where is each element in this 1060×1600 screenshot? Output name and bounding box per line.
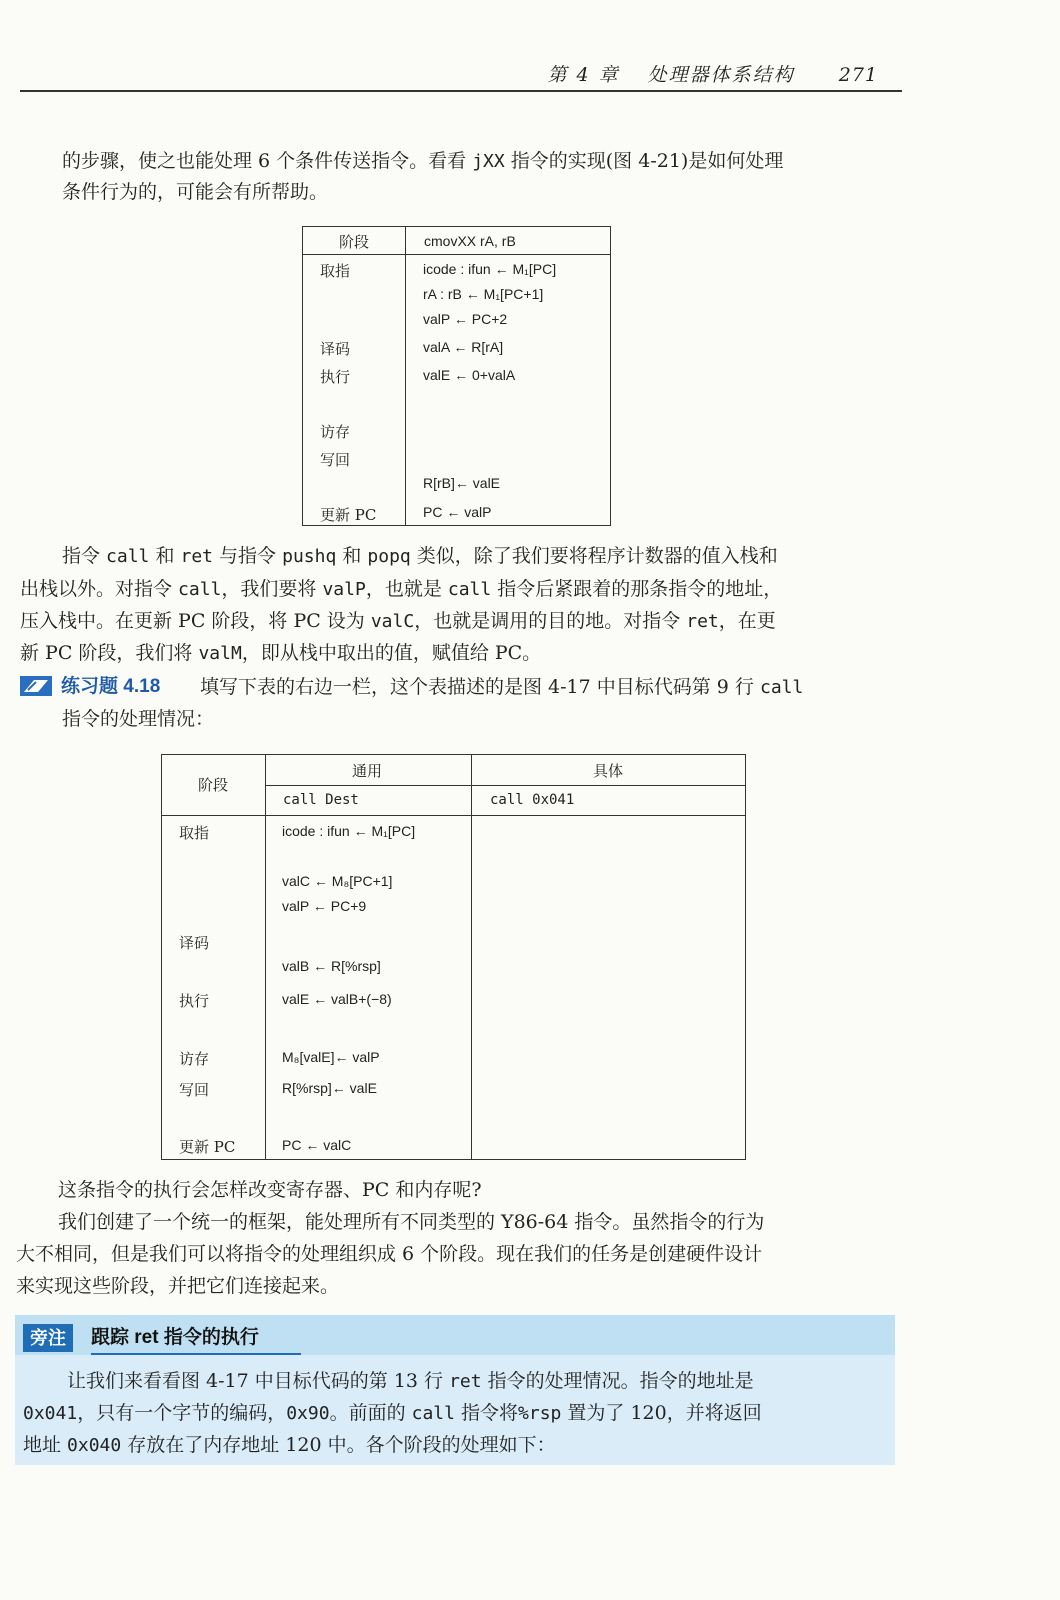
call-execute-1: valE ← valB+(−8) — [282, 991, 392, 1007]
call-stage-decode: 译码 — [179, 934, 210, 952]
cmov-header-instr: cmovXX rA, rB — [424, 233, 516, 249]
aside-tag: 旁注 — [23, 1324, 73, 1352]
para3-line-2: 大不相同，但是我们可以将指令的处理组织成 6 个阶段。现在我们的任务是创建硬件设计 — [16, 1243, 763, 1265]
cmov-stage-pc: 更新 PC — [320, 506, 377, 524]
call-stage-execute: 执行 — [179, 992, 210, 1010]
call-fetch-2: valC ← M₈[PC+1] — [282, 873, 393, 889]
call-decode-1: valB ← R[%rsp] — [282, 958, 381, 974]
cmov-pc-1: PC ← valP — [423, 504, 492, 520]
cmov-fetch-1: icode : ifun ← M₁[PC] — [423, 261, 557, 277]
para2-line-3: 压入栈中。在更新 PC 阶段，将 PC 设为 valC，也就是调用的目的地。对指令 ret，在更 — [20, 610, 776, 632]
aside-title-underline — [91, 1353, 301, 1355]
call-fetch-3: valP ← PC+9 — [282, 898, 367, 914]
aside-line-2: 0x041，只有一个字节的编码，0x90。前面的 call 指令将%rsp 置为了 120，并将返回 — [23, 1402, 762, 1424]
page-number: 271 — [838, 64, 878, 86]
call-header-generic: 通用 — [352, 762, 383, 780]
call-stage-writeback: 写回 — [179, 1081, 210, 1099]
practice-pencil-icon — [20, 676, 52, 696]
para2-line-4: 新 PC 阶段，我们将 valM，即从栈中取出的值，赋值给 PC。 — [20, 642, 542, 664]
para2-line-1: 指令 call 和 ret 与指令 pushq 和 popq 类似，除了我们要将程序计数器的值入栈和 — [62, 545, 778, 567]
page-header — [20, 56, 902, 92]
cmov-writeback-1: R[rB]← valE — [423, 475, 501, 491]
chapter-title: 处理器体系结构 — [647, 64, 795, 86]
cmov-stage-fetch: 取指 — [320, 262, 351, 280]
call-header-stage: 阶段 — [198, 776, 229, 794]
para3-line-3: 来实现这些阶段，并把它们连接起来。 — [16, 1275, 340, 1297]
practice-line-1: 填写下表的右边一栏，这个表描述的是图 4-17 中目标代码第 9 行 call — [200, 676, 804, 698]
call-pc-1: PC ← valC — [282, 1137, 352, 1153]
aside-line-3: 地址 0x040 存放在了内存地址 120 中。各个阶段的处理如下： — [23, 1434, 556, 1456]
aside-box — [15, 1315, 895, 1465]
question-line: 这条指令的执行会怎样改变寄存器、PC 和内存呢? — [58, 1179, 482, 1201]
cmov-header-stage: 阶段 — [339, 233, 370, 251]
cmov-execute-1: valE ← 0+valA — [423, 367, 516, 383]
para3-line-1: 我们创建了一个统一的框架，能处理所有不同类型的 Y86-64 指令。虽然指令的行为 — [58, 1211, 765, 1233]
call-stage-fetch: 取指 — [179, 824, 210, 842]
cmov-stage-writeback: 写回 — [320, 451, 351, 469]
call-fetch-1: icode : ifun ← M₁[PC] — [282, 823, 416, 839]
aside-line-1: 让我们来看看图 4-17 中目标代码的第 13 行 ret 指令的处理情况。指令的地址是 — [67, 1370, 754, 1392]
intro-line-2: 条件行为的，可能会有所帮助。 — [62, 181, 329, 203]
cmov-decode-1: valA ← R[rA] — [423, 339, 504, 355]
practice-label: 练习题 4.18 — [61, 676, 161, 697]
call-writeback-1: R[%rsp]← valE — [282, 1080, 377, 1096]
call-memory-1: M₈[valE]← valP — [282, 1049, 380, 1065]
cmov-stage-decode: 译码 — [320, 340, 351, 358]
practice-line-2: 指令的处理情况： — [62, 708, 215, 730]
chapter-number: 第 4 章 — [547, 64, 620, 86]
call-header-specific: 具体 — [593, 762, 624, 780]
call-sub-specific: call 0x041 — [490, 792, 575, 808]
call-table — [161, 754, 746, 1160]
cmov-table — [302, 226, 611, 526]
call-stage-memory: 访存 — [179, 1050, 210, 1068]
cmov-fetch-2: rA : rB ← M₁[PC+1] — [423, 286, 544, 302]
aside-title: 跟踪 ret 指令的执行 — [91, 1327, 259, 1348]
cmov-fetch-3: valP ← PC+2 — [423, 311, 508, 327]
cmov-stage-memory: 访存 — [320, 423, 351, 441]
call-stage-pc: 更新 PC — [179, 1138, 236, 1156]
header-text — [547, 60, 878, 87]
para2-line-2: 出栈以外。对指令 call，我们要将 valP，也就是 call 指令后紧跟着的那条指令的地址， — [20, 578, 783, 600]
cmov-stage-execute: 执行 — [320, 368, 351, 386]
call-sub-generic: call Dest — [283, 792, 359, 808]
intro-line-1: 的步骤，使之也能处理 6 个条件传送指令。看看 jXX 指令的实现(图 4-21)是如何处理 — [62, 150, 784, 172]
